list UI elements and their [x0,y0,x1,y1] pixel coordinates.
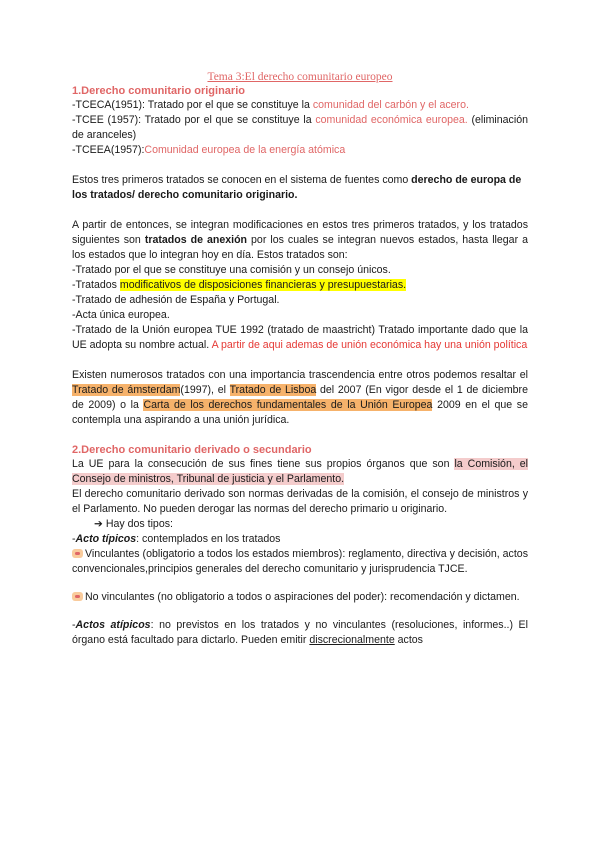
actos-atipicos: -Actos atípicos: no previstos en los tratados y no vinculantes (resoluciones, informes..) El órgano está facultado para dictarlo. Pueden emitir discrecionalmente actos [72,619,528,646]
paragraph-originario: Estos tres primeros tratados se conocen en el sistema de fuentes como derecho de europa de los tratados/ derecho comunitario originario. [72,174,522,201]
list-item: -Acta única europea. [72,309,170,321]
list-item: -Tratado de adhesión de España y Portugal. [72,294,280,306]
section-1-heading: 1.Derecho comunitario originario [72,85,245,97]
pig-emoji-icon [72,549,83,558]
document-title: Tema 3:El derecho comunitario europeo [207,71,393,83]
list-item: -Tratados modificativos de disposiciones financieras y presupuestarias. [72,279,407,291]
pig-emoji-icon [72,592,83,601]
paragraph-anexion: A partir de entonces, se integran modificaciones en estos tres primeros tratados, y los tratados siguientes son tratados de anexión por los cuales se integran nuevos estados, hasta llegar a los estados que lo integran hoy en día. Estos tratados son: [72,219,529,261]
no-vinculantes-item: No vinculantes (no obligatorio a todos o aspiraciones del poder): recomendación y dictamen. [72,590,528,605]
vinculantes-item: Vinculantes (obligatorio a todos los estados miembros): reglamento, directiva y decisión, actos convencionales,principios generales del derecho comunitario y jurisprudencia TJCE. [72,548,528,575]
paragraph-organos: La UE para la consecución de sus fines tiene sus propios órganos que son la Comisión, el Consejo de ministros, Tribunal de justicia y el Parlamento. [72,458,529,485]
section-2-heading: 2.Derecho comunitario derivado o secundario [72,444,312,456]
arrow-item: ➔ Hay dos tipos: [94,518,173,530]
paragraph-derivado: El derecho comunitario derivado son normas derivadas de la comisión, el consejo de ministros y el Parlamento. No pueden derogar las normas del derecho primario u originario. [72,488,528,515]
list-item: -Tratado por el que se constituye una comisión y un consejo únicos. [72,264,391,276]
paragraph-tratados: Existen numerosos tratados con una importancia trascendencia entre otros podemos resaltar el Tratado de ámsterdam(1997), el Tratado de Lisboa del 2007 (En vigor desde el 1 de diciembre de 2009) o la Carta de los derechos fundamentales de la Unión Europea 2009 en el que se contempla una aspirando a una unión jurídica. [72,369,528,426]
treaty-tceea: -TCEEA(1957):Comunidad europea de la energía atómica [72,144,346,156]
treaty-tcee: -TCEE (1957): Tratado por el que se constituye la comunidad económica europea. (eliminación de aranceles) [72,114,528,141]
actos-tipicos: -Acto típicos: contemplados en los tratados [72,533,281,545]
treaty-tceca: -TCECA(1951): Tratado por el que se constituye la comunidad del carbón y el acero. [72,99,469,111]
document-page [72,70,528,648]
list-item: -Tratado de la Unión europea TUE 1992 (tratado de maastricht) Tratado importante dado que la UE adopta su nombre actual. A partir de aqui ademas de unión económica hay una unión política [72,324,528,351]
